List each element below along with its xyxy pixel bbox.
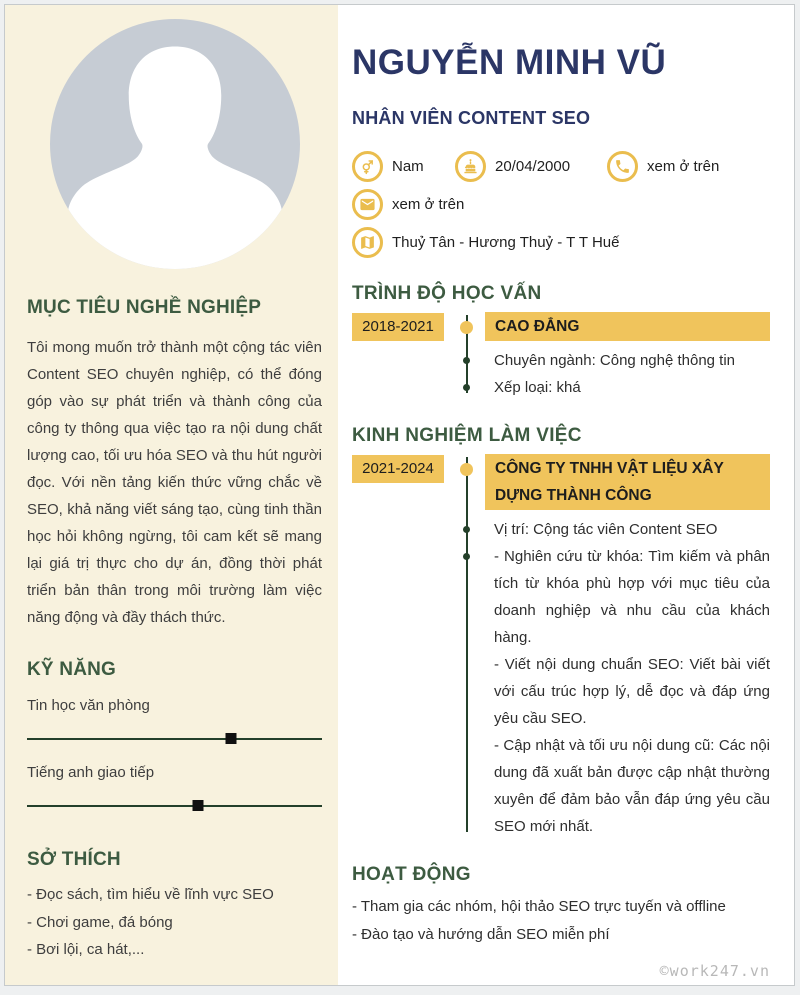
period-column [352,312,456,401]
education-details [485,347,770,401]
education-entry [352,312,770,401]
birthday-icon [455,151,486,182]
skills-title: KỸ NĂNG [27,659,117,680]
hobby-item: - Đọc sách, tìm hiểu về lĩnh vực SEO [27,886,274,903]
watermark: ©work247.vn [659,962,770,980]
company-title: CÔNG TY TNHH VẬT LIỆU XÂY DỰNG THÀNH CÔNG [485,454,770,510]
experience-entry [352,454,770,840]
job-title: NHÂN VIÊN CONTENT SEO [352,108,591,128]
education-title: TRÌNH ĐỘ HỌC VẤN [352,283,542,304]
contact-email [352,189,464,220]
period-badge: 2021-2024 [352,455,444,483]
hobby-item: - Bơi lội, ca hát,... [27,941,145,958]
timeline [456,454,485,840]
degree-title: CAO ĐẲNG [485,312,770,341]
phone-value: xem ở trên [647,158,720,175]
skill-slider [27,738,322,740]
sidebar [5,5,338,985]
hobbies-section [27,849,322,964]
detail-item: Vị trí: Cộng tác viên Content SEO [485,516,770,543]
contact-row [352,150,770,183]
timeline [456,312,485,401]
experience-section [352,425,770,840]
detail-item: - Nghiên cứu từ khóa: Tìm kiếm và phân tích từ khóa phù hợp với mục tiêu của doanh nghiệp và nhu cầu của khách hàng. [485,543,770,651]
candidate-name: NGUYỄN MINH VŨ [352,43,667,82]
email-value: xem ở trên [392,196,465,213]
email-icon [352,189,383,220]
main-column [338,5,794,985]
timeline-dot [460,463,473,476]
skill-slider-handle [193,800,204,811]
phone-icon [607,151,638,182]
skills-section [27,659,322,807]
skill-slider [27,805,322,807]
period-column [352,454,456,840]
detail-item: Xếp loại: khá [485,374,770,401]
objective-section [27,297,322,631]
skill-label: Tiếng anh giao tiếp [27,764,155,781]
education-content [485,312,770,401]
education-section [352,283,770,401]
period-badge: 2018-2021 [352,313,444,341]
activity-item: - Đào tạo và hướng dẫn SEO miễn phí [352,926,610,943]
location-icon [352,227,383,258]
contact-birthday [455,151,607,182]
contact-row [352,226,770,259]
cv-page [4,4,795,986]
timeline-dot [460,321,473,334]
address-value: Thuỷ Tân - Hương Thuỷ - T T Huế [392,234,620,251]
detail-item: - Cập nhật và tối ưu nội dung cũ: Các nội dung đã xuất bản được cập nhật thường xuyên để đảm bảo vẫn đáp ứng yêu cầu SEO mới nhất. [494,737,770,835]
skill-slider-handle [225,733,236,744]
objective-body: Tôi mong muốn trở thành một cộng tác viên Content SEO chuyên nghiệp, có thể đóng góp vào sự phát triển và thành công của công ty thông qua việc tạo ra nội dung chất lượng cao, tối ưu hóa SEO và thu hút người đọc. Với nền tảng kiến thức vững chắc về SEO, khả năng viết sáng tạo, cùng tinh thần học hỏi không ngừng, tôi cam kết sẽ mang lại giá trị thực cho dự án, đồng thời phát triển bản thân trong môi trường làm việc năng động và đầy thách thức. [27,339,322,626]
person-silhouette-icon [50,19,300,269]
hobby-item: - Chơi game, đá bóng [27,913,173,931]
gender-value: Nam [392,158,424,175]
experience-details [485,516,770,840]
experience-title: KINH NGHIỆM LÀM VIỆC [352,425,582,446]
hobbies-title: SỞ THÍCH [27,849,121,870]
activities-section [352,864,770,949]
activity-item: - Tham gia các nhóm, hội thảo SEO trực tuyến và offline [352,898,726,915]
birthday-value: 20/04/2000 [495,158,571,175]
skill-label: Tin học văn phòng [27,697,150,714]
gender-icon [352,151,383,182]
avatar [50,19,300,269]
contact-info [352,150,770,259]
detail-item: - Viết nội dung chuẩn SEO: Viết bài viết với cấu trúc hợp lý, dễ đọc và đáp ứng yêu cầu SEO. [494,656,770,727]
contact-address [352,227,619,258]
contact-row [352,188,770,221]
activities-title: HOẠT ĐỘNG [352,864,471,885]
detail-item: Chuyên ngành: Công nghệ thông tin [485,347,770,374]
contact-phone [607,151,719,182]
contact-gender [352,151,455,182]
experience-content [485,454,770,840]
objective-title: MỤC TIÊU NGHỀ NGHIỆP [27,297,262,318]
